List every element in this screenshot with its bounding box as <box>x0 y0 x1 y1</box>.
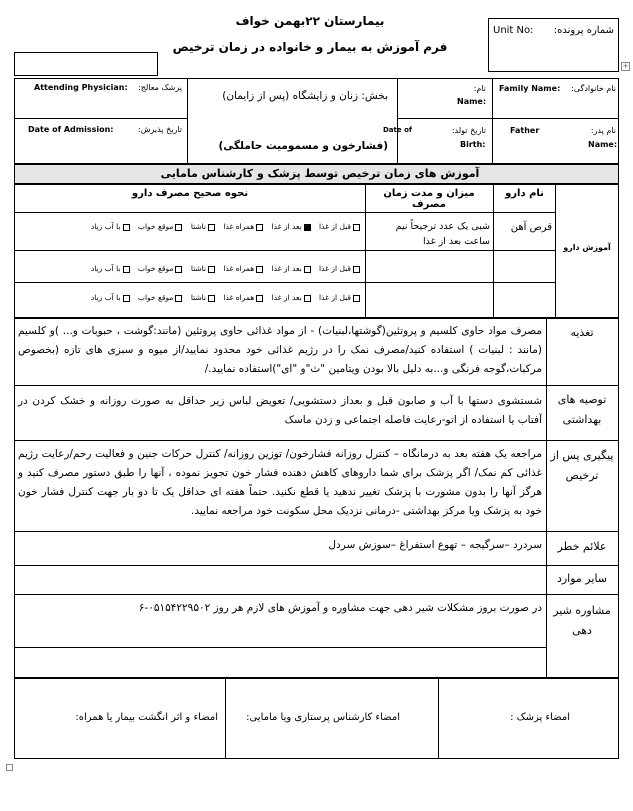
hospital-name: بیمارستان ۲۲بهمن خواف <box>235 14 385 28</box>
table-divider <box>14 531 619 532</box>
top-left-box[interactable] <box>14 52 158 76</box>
checkbox[interactable] <box>304 266 311 273</box>
option-label: موقع خواب <box>137 293 174 302</box>
checkbox[interactable] <box>353 295 360 302</box>
date-of-birth-en-1: Date of <box>383 126 412 134</box>
table-divider <box>14 594 619 595</box>
option-before-meal[interactable] <box>319 222 360 231</box>
col-dose-header: میزان و مدت زمان مصرف <box>383 188 475 210</box>
option-fasting[interactable] <box>191 264 215 273</box>
table-divider <box>365 184 366 318</box>
family-name-en: Family Name: <box>499 84 561 93</box>
checkbox[interactable] <box>123 224 130 231</box>
medication-row-label: آموزش دارو <box>563 243 611 252</box>
option-fasting[interactable] <box>191 222 215 231</box>
drug-name-1: قرص آهن <box>510 222 552 233</box>
patient-signature-label[interactable]: امضاء و اثر انگشت بیمار یا همراه: <box>75 712 218 723</box>
nurse-signature-label[interactable]: امضاء کارشناس پرستاری ویا مامایی: <box>246 712 400 723</box>
table-divider <box>14 118 188 119</box>
option-label: ناشتا <box>190 264 207 273</box>
ward-label: بخش: زنان و زایشگاه (پس از زایمان) <box>222 90 388 102</box>
option-label: بعد از غذا <box>271 293 302 302</box>
option-much-water[interactable] <box>91 293 130 302</box>
physician-signature-label[interactable]: امضاء پزشک : <box>510 712 570 723</box>
table-divider <box>14 282 555 283</box>
checkbox[interactable] <box>208 266 215 273</box>
option-label: بعد از غذا <box>271 264 302 273</box>
checkbox[interactable] <box>208 224 215 231</box>
option-with-meal[interactable] <box>223 293 263 302</box>
table-divider <box>14 565 619 566</box>
checkbox[interactable] <box>123 295 130 302</box>
drug-usage-options-1 <box>20 222 360 231</box>
option-label: قبل از غذا <box>319 293 351 302</box>
date-of-admission-fa: تاریخ پذیرش: <box>138 125 182 134</box>
checkbox[interactable] <box>123 266 130 273</box>
option-label: همراه غذا <box>223 222 255 231</box>
warning-signs-text: سردرد –سرگیجه – تهوع استفراغ –سوزش سردل <box>328 539 542 551</box>
name-fa: نام: <box>473 84 486 93</box>
table-divider <box>225 678 226 759</box>
date-of-birth-en-2: Birth: <box>460 140 486 149</box>
table-divider <box>397 118 398 164</box>
option-label: با آب زیاد <box>90 293 121 302</box>
option-label: قبل از غذا <box>319 222 351 231</box>
drug-usage-options-3 <box>20 293 360 302</box>
attending-physician-en: Attending Physician: <box>34 83 128 92</box>
attending-physician-fa: پزشک معالج: <box>138 83 182 92</box>
option-much-water[interactable] <box>91 222 130 231</box>
family-name-fa: نام خانوادگی: <box>571 84 616 93</box>
option-after-meal[interactable] <box>272 264 311 273</box>
option-before-meal[interactable] <box>319 293 360 302</box>
other-label: سایر موارد <box>556 572 608 585</box>
hygiene-text: شستشوی دستها با آب و صابون قبل و بعداز دستشویی/ تعویض لباس زیر حداقل به صورت روزانه و خشک کردن در آفتاب یا استفاده از اتو-رعایت فاصله اجتماعی و زدن ماسک <box>18 395 542 426</box>
table-divider <box>14 250 555 251</box>
hygiene-label: توصیه های بهداشتی <box>557 393 607 426</box>
followup-label: پیگیری پس از ترخیص <box>550 449 614 482</box>
warning-signs-label: علائم خطر <box>557 540 607 553</box>
table-divider <box>14 385 619 386</box>
file-number-label: شماره پرونده: <box>553 25 614 36</box>
option-label: ناشتا <box>190 222 207 231</box>
option-label: قبل از غذا <box>319 264 351 273</box>
col-usage-header: نحوه صحیح مصرف دارو <box>131 188 249 199</box>
checkbox[interactable] <box>256 266 263 273</box>
option-before-meal[interactable] <box>319 264 360 273</box>
option-with-meal[interactable] <box>223 264 263 273</box>
option-bedtime[interactable] <box>138 264 183 273</box>
drug-usage-options-2 <box>20 264 360 273</box>
breastfeeding-text: در صورت بروز مشکلات شیر دهی جهت مشاوره و آموزش های لازم هر روز ۰۵۱۵۴۲۲۹۵۰۲-۶ <box>138 602 542 614</box>
nutrition-text: مصرف مواد حاوی کلسیم و پروتئین(گوشتها،لبنیات) - از مواد غذائی حاوی پروتئین (مانند:گوشت ، حبوبات و... )و کلسیم (مانند : لبنیات ) استفاده کنید/مصرف نمک را در رژیم غذائی خود محدود نمایید/از میوه و سبزی های تازه (بخصوص مرکبات،گوجه فرنگی و...به دلیل بالا بودن ویتامین "ث"و "ای")استفاده نمایید./ <box>18 325 542 375</box>
table-divider <box>397 78 398 118</box>
drug-dose-1: شبی یک عدد ترجیحاً نیم ساعت بعد از غذا <box>395 221 490 247</box>
checkbox[interactable] <box>256 295 263 302</box>
corner-marker-icon <box>6 764 13 771</box>
option-label: با آب زیاد <box>90 222 121 231</box>
unit-number-box[interactable] <box>488 18 619 72</box>
checkbox[interactable] <box>304 224 311 231</box>
option-fasting[interactable] <box>191 293 215 302</box>
checkbox[interactable] <box>353 266 360 273</box>
unit-no-label: Unit No: <box>493 25 534 36</box>
option-label: با آب زیاد <box>90 264 121 273</box>
nutrition-label: تغذیه <box>570 326 594 339</box>
breastfeeding-label: مشاوره شیر دهی <box>553 604 611 637</box>
table-divider <box>546 318 547 678</box>
table-divider <box>438 678 439 759</box>
diagnosis-label: (فشارخون و مسمومیت حاملگی) <box>218 140 388 152</box>
checkbox[interactable] <box>175 224 182 231</box>
option-after-meal[interactable] <box>272 293 311 302</box>
option-after-meal[interactable] <box>272 222 311 231</box>
option-with-meal[interactable] <box>223 222 263 231</box>
checkbox[interactable] <box>304 295 311 302</box>
table-divider <box>493 184 494 318</box>
checkbox[interactable] <box>208 295 215 302</box>
followup-text: مراجعه یک هفته بعد به درمانگاه – کنترل روزانه فشارخون/ توزین روزانه/ کنترل حرکات جنین و فعالیت رحم/رعایت رژیم غذائی کم نمک/ اگر پزشک برای شما داروهای کاهش دهنده فشار خون تجویز نموده ، آنها را طبق دستور مصرف کنید و هرگز آنها را بدون مشورت با پزشک تغییر ندهید یا قطع نکنید. حتماً هفته ای حداقل یک تا دو بار جهت کنترل فشار خون خود به پزشک ویا مرکز بهداشتی -درمانی نزدیک محل سکونت خود مراجعه نمایید. <box>18 448 542 517</box>
move-handle-icon[interactable]: + <box>622 62 629 70</box>
table-divider <box>14 647 546 648</box>
section-title: آموزش های زمان ترخیص توسط پزشک و کارشناس مامایی <box>160 167 480 180</box>
table-divider <box>14 212 555 213</box>
option-label: بعد از غذا <box>271 222 302 231</box>
father-name-en-2: Name: <box>588 140 618 149</box>
option-label: همراه غذا <box>223 264 255 273</box>
option-label: موقع خواب <box>137 222 174 231</box>
table-divider <box>492 78 493 164</box>
date-of-birth-fa: تاریخ تولد: <box>451 126 486 135</box>
col-drug-header: نام دارو <box>505 188 544 199</box>
option-bedtime[interactable] <box>138 222 183 231</box>
table-divider <box>187 78 188 164</box>
father-name-fa: نام پدر: <box>590 126 616 135</box>
option-label: همراه غذا <box>223 293 255 302</box>
form-title: فرم آموزش به بیمار و خانواده در زمان ترخیص <box>172 40 448 54</box>
checkbox[interactable] <box>353 224 360 231</box>
table-divider <box>397 118 619 119</box>
table-divider <box>555 184 556 318</box>
name-en: Name: <box>457 97 487 106</box>
father-name-en-1: Father <box>510 126 540 135</box>
option-much-water[interactable] <box>91 264 130 273</box>
checkbox[interactable] <box>175 266 182 273</box>
table-divider <box>14 440 619 441</box>
checkbox[interactable] <box>175 295 182 302</box>
checkbox[interactable] <box>256 224 263 231</box>
date-of-admission-en: Date of Admission: <box>28 125 114 134</box>
option-bedtime[interactable] <box>138 293 183 302</box>
option-label: موقع خواب <box>137 264 174 273</box>
option-label: ناشتا <box>190 293 207 302</box>
